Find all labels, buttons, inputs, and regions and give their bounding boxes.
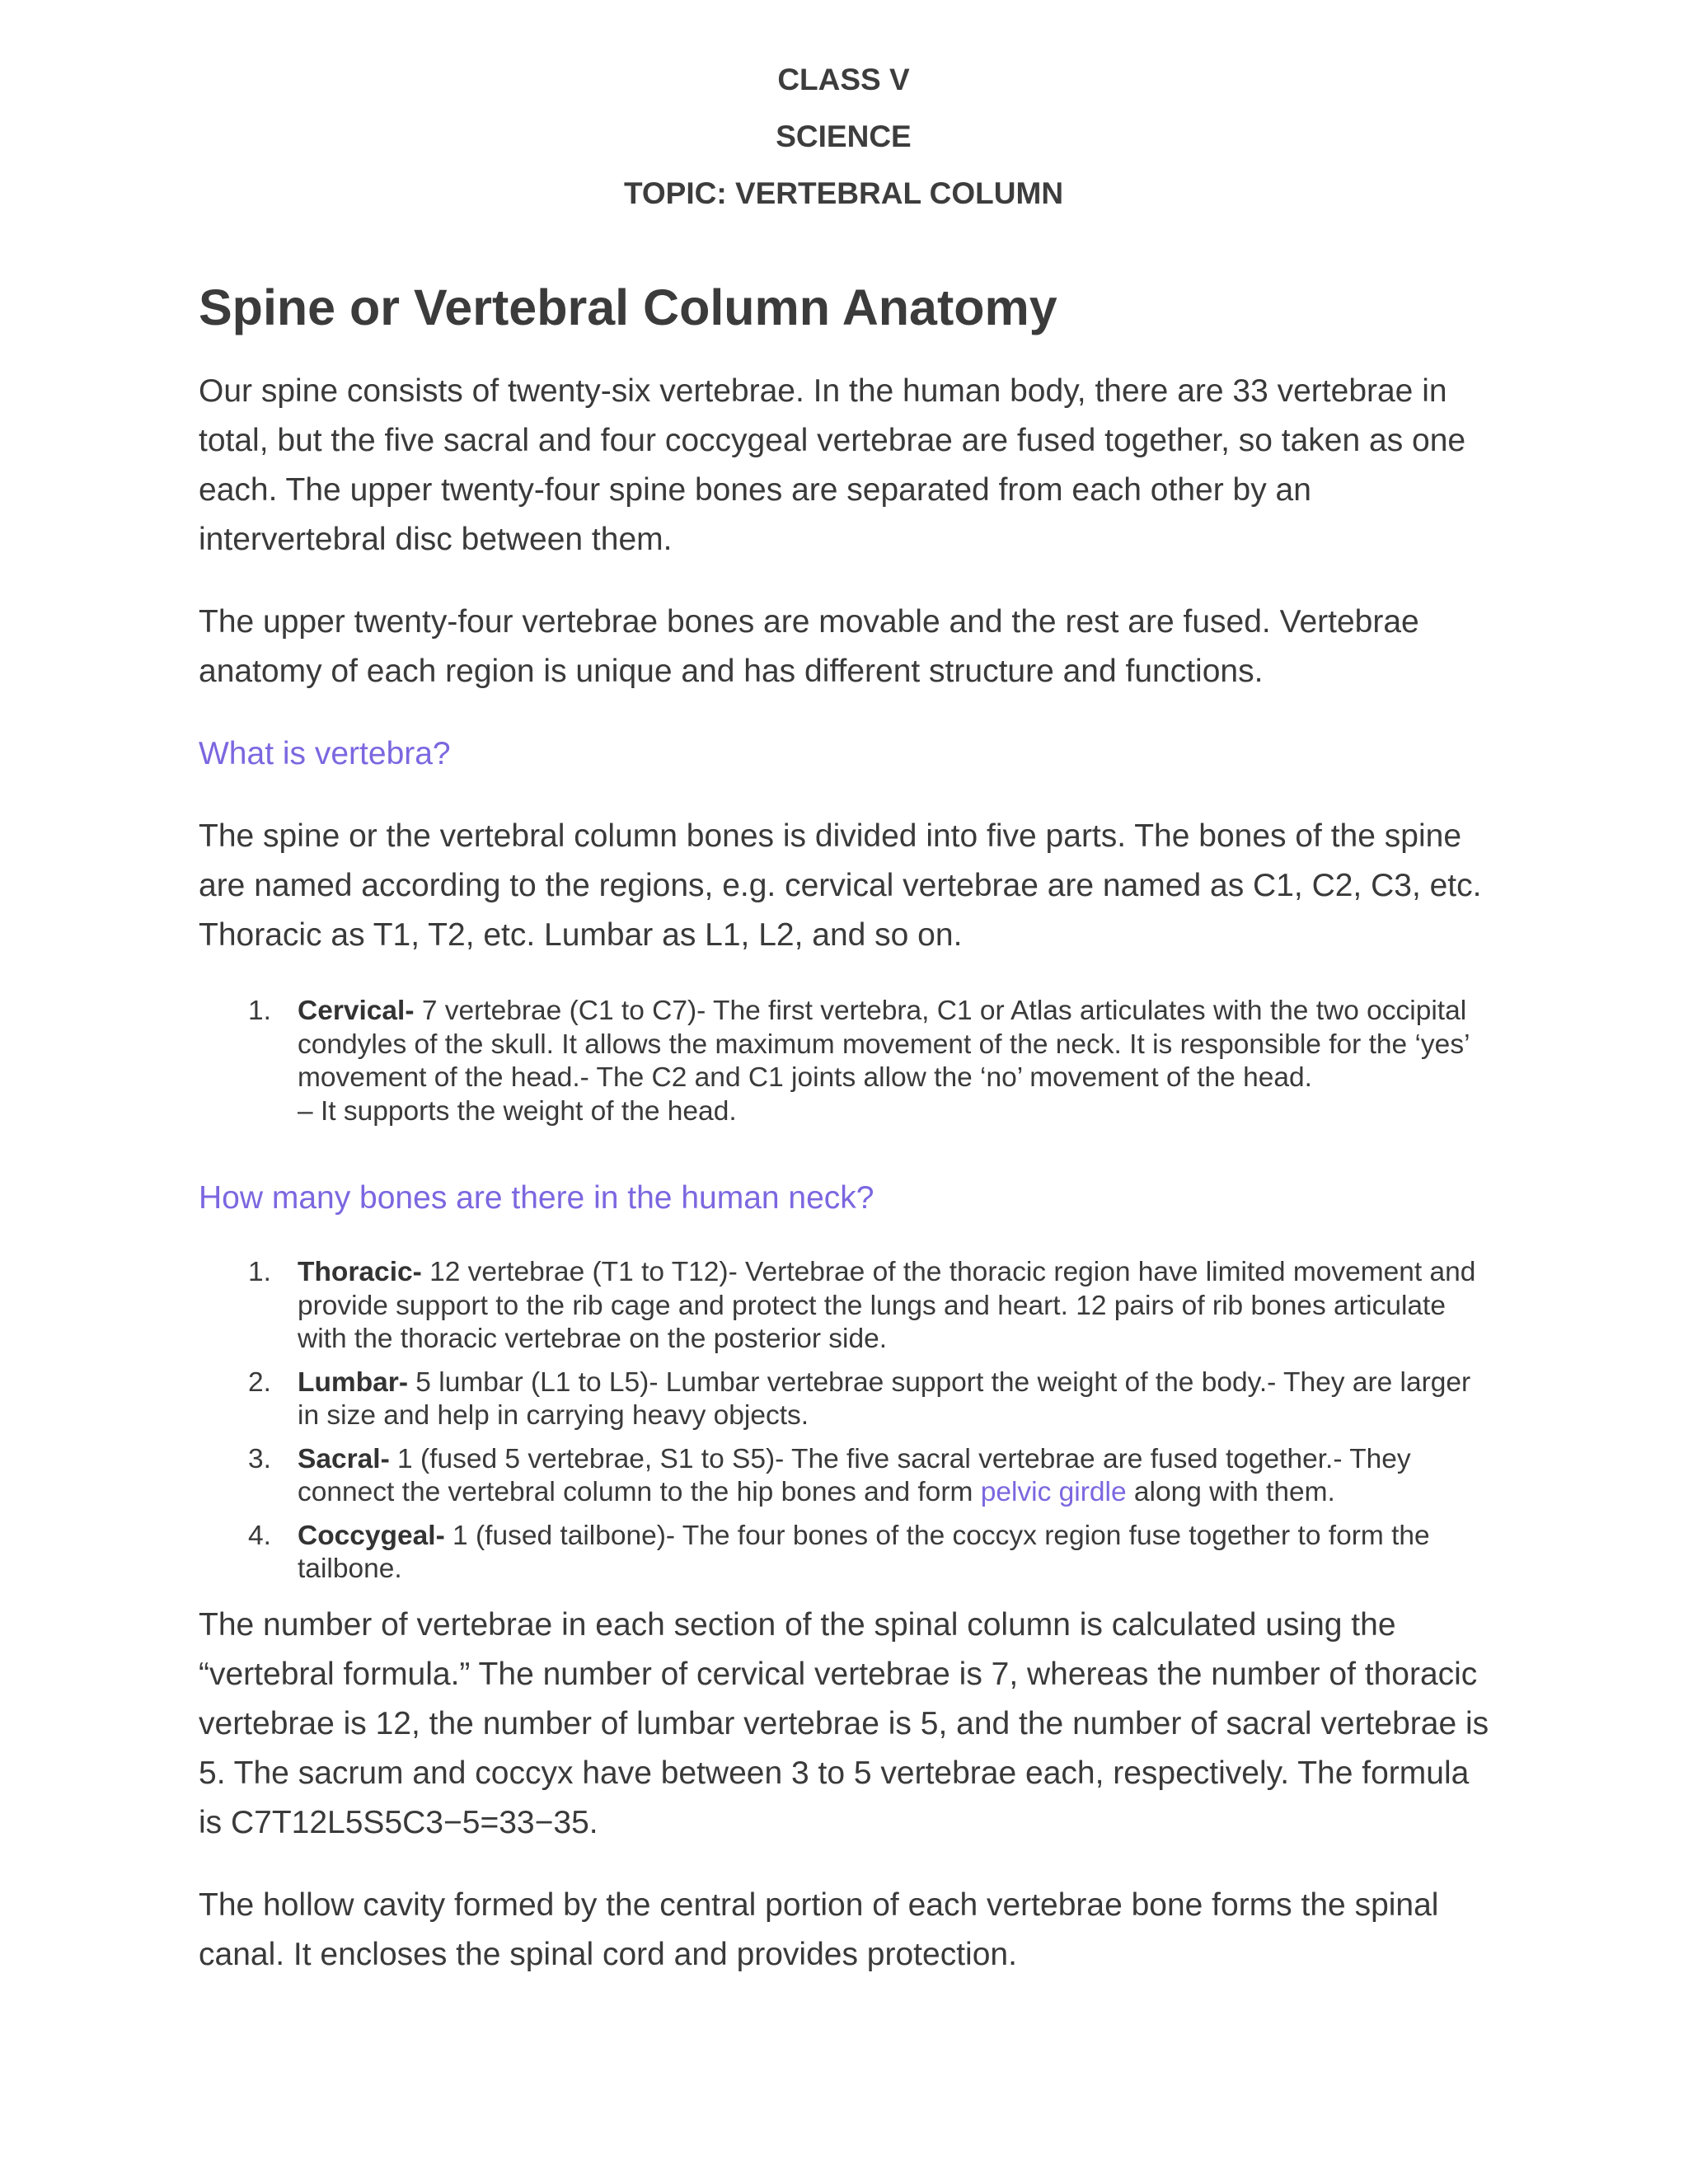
list-extra: – It supports the weight of the head. — [298, 1095, 737, 1127]
vertebral-formula-paragraph: The number of vertebrae in each section of the spinal column is calculated using the “vertebral formula.” The number of cervical vertebrae is 7, whereas the number of thoracic vertebrae is 12, the number of lumbar vertebrae is 5, and the number of sacral vertebrae is 5. The sacrum and coccyx have between 3 to 5 vertebrae each, respectively. The formula is C7T12L5S5C3−5=33−35. — [199, 1607, 1489, 1840]
list-text-after: along with them. — [1126, 1477, 1335, 1507]
list-term: Cervical- — [298, 996, 415, 1026]
topic-label: TOPIC: VERTEBRAL COLUMN — [623, 176, 1064, 210]
list-number: 4. — [248, 1520, 271, 1551]
list-text: 7 vertebrae (C1 to C7)- The first vertebra, C1 or Atlas articulates with the two occipital condyles of the skull. It allows the maximum movement of the neck. It is responsible for the ‘yes’ movement of the head.- The C2 and C1 joints allow the ‘no’ movement of the head. — [298, 996, 1470, 1093]
list-item — [199, 995, 1493, 1128]
regions-paragraph: The spine or the vertebral column bones is divided into five parts. The bones of the spine are named according to the regions, e.g. cervical vertebrae are named as C1, C2, C3, etc. Thoracic as T1, T2, etc. Lumbar as L1, L2, and so on. — [199, 818, 1482, 953]
list-text: 1 (fused tailbone)- The four bones of the coccyx region fuse together to form the tailbone. — [298, 1520, 1430, 1584]
list-number: 1. — [248, 996, 271, 1026]
list-term: Sacral- — [298, 1443, 390, 1474]
subheading-what-is-vertebra[interactable]: What is vertebra? — [199, 736, 451, 771]
list-item — [199, 1256, 1493, 1357]
cervical-list — [199, 995, 1493, 1128]
list-item — [199, 1443, 1493, 1510]
list-text: 12 vertebrae (T1 to T12)- Vertebrae of the thoracic region have limited movement and provide support to the rib cage and protect the lungs and heart. 12 pairs of rib bones articulate with the thoracic vertebrae on the posterior side. — [298, 1257, 1476, 1354]
class-label: CLASS V — [777, 63, 910, 96]
intro-paragraph: Our spine consists of twenty-six vertebrae. In the human body, there are 33 vertebrae in total, but the five sacral and four coccygeal vertebrae are fused together, so taken as one each. The upper twenty-four spine bones are separated from each other by an intervertebral disc between them. — [199, 373, 1466, 557]
list-number: 2. — [248, 1366, 271, 1398]
list-text: 1 (fused 5 vertebrae, S1 to S5)- The five sacral vertebrae are fused together.- They connect the vertebral column to the hip bones and form — [298, 1443, 1411, 1507]
list-term: Thoracic- — [298, 1257, 422, 1287]
list-term: Lumbar- — [298, 1366, 408, 1398]
list-number: 3. — [248, 1443, 271, 1474]
list-item — [199, 1366, 1493, 1433]
spinal-canal-paragraph: The hollow cavity formed by the central portion of each vertebrae bone forms the spinal canal. It encloses the spinal cord and provides protection. — [199, 1887, 1439, 1972]
list-text: 5 lumbar (L1 to L5)- Lumbar vertebrae support the weight of the body.- They are larger in size and help in carrying heavy objects. — [298, 1366, 1471, 1431]
subheading-neck-bones[interactable]: How many bones are there in the human neck? — [199, 1180, 874, 1216]
regions-list — [199, 1256, 1493, 1586]
subject-label: SCIENCE — [776, 120, 912, 153]
page-title: Spine or Vertebral Column Anatomy — [199, 279, 1057, 335]
movable-paragraph: The upper twenty-four vertebrae bones are movable and the rest are fused. Vertebrae anatomy of each region is unique and has different structure and functions. — [199, 604, 1419, 689]
list-item — [199, 1520, 1493, 1586]
pelvic-girdle-link[interactable]: pelvic girdle — [980, 1477, 1127, 1507]
list-term: Coccygeal- — [298, 1520, 445, 1551]
list-number: 1. — [248, 1257, 271, 1287]
